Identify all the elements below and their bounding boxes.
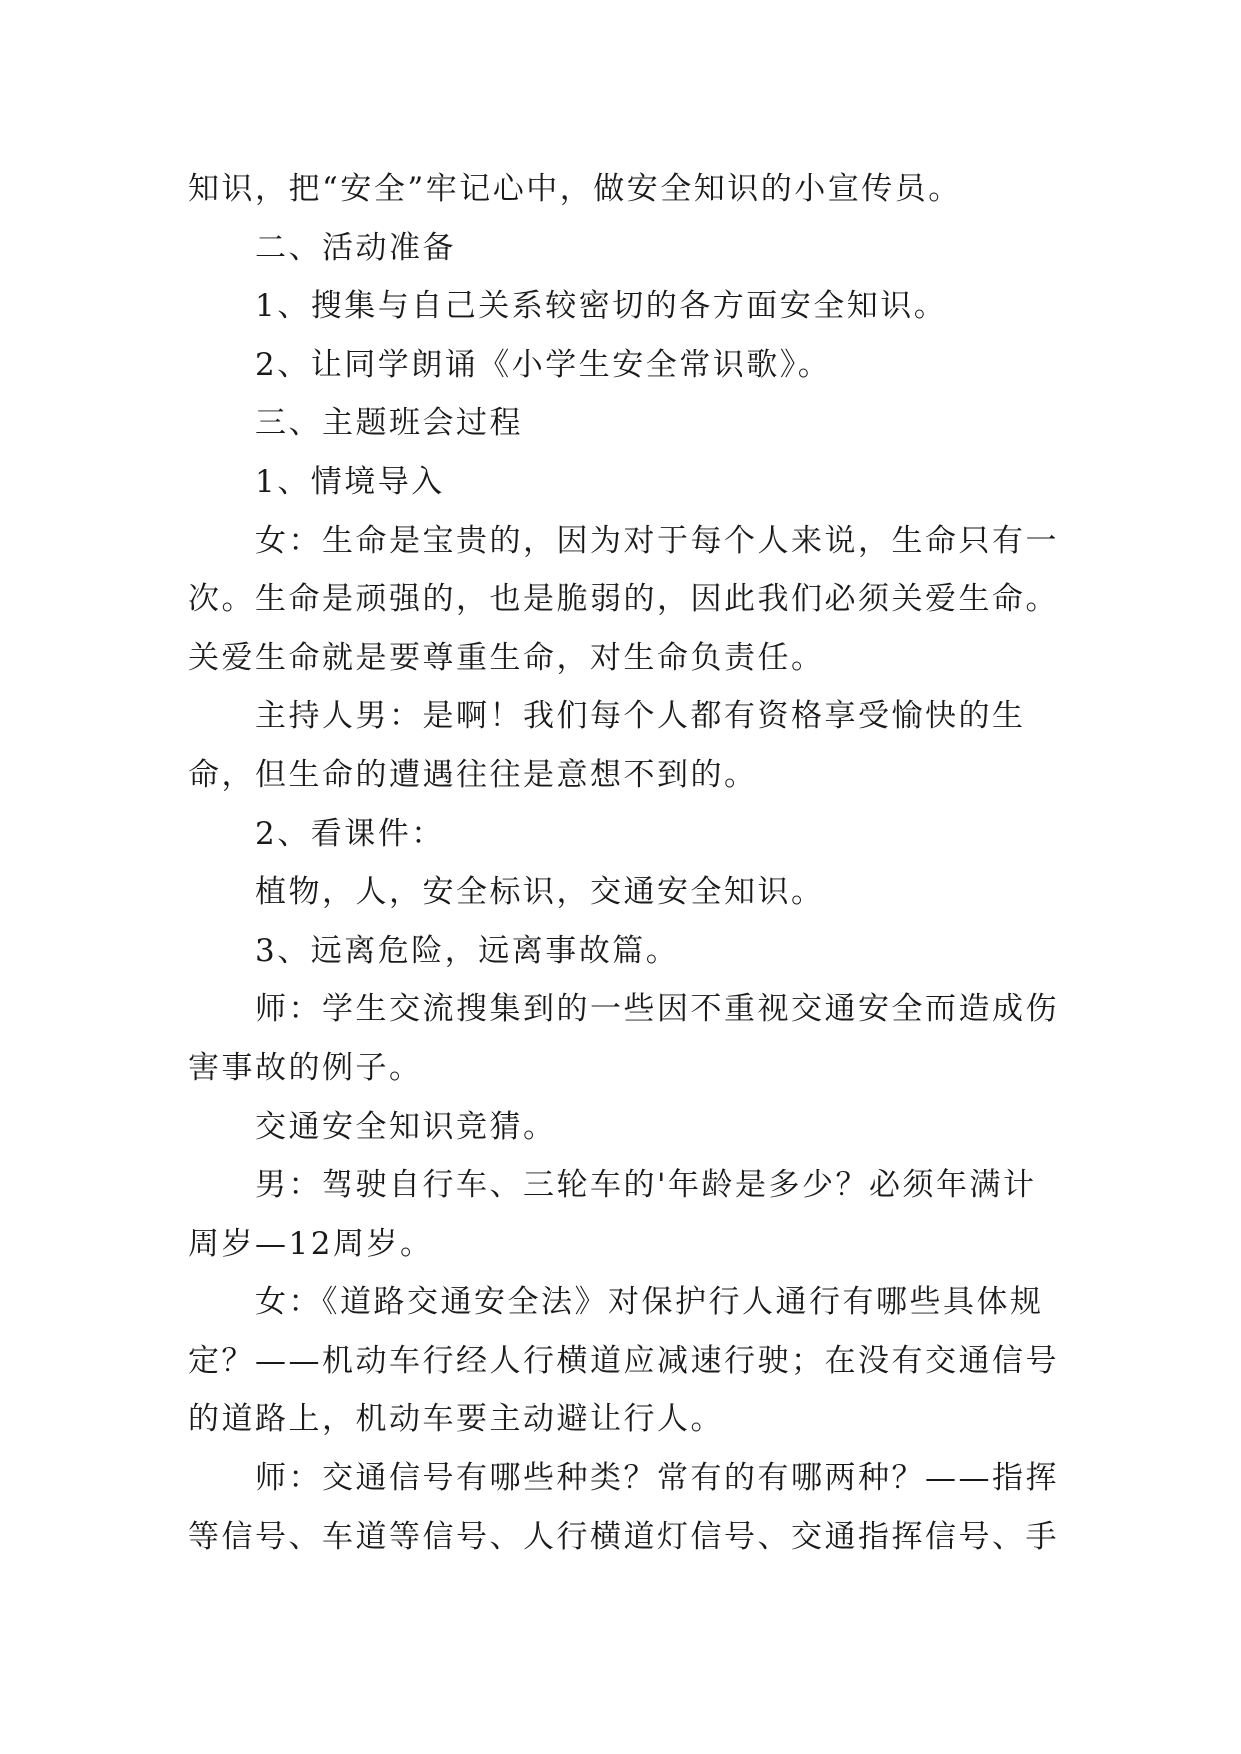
subheading-danger: 3、远离危险，远离事故篇。 [255,932,680,969]
paragraph-female-host: 女：生命是宝贵的，因为对于每个人来说，生命只有一次。生命是顽强的，也是脆弱的，因此我们必须关爱生命。关爱生命就是要尊重生命，对生命负责任。 [188,522,1059,676]
document-body [188,160,1068,1566]
subheading-courseware: 2、看课件： [255,815,445,852]
paragraph-female-question: 女：《道路交通安全法》对保护行人通行有哪些具体规定？——机动车行经人行横道应减速行驶；在没有交通信号的道路上，机动车要主动避让行人。 [188,1284,1059,1438]
paragraph-teacher-1: 师：学生交流搜集到的一些因不重视交通安全而造成伤害事故的例子。 [188,991,1059,1086]
list-item-preparation-1: 1、搜集与自己关系较密切的各方面安全知识。 [255,288,948,325]
paragraph-male-host: 主持人男：是啊！我们每个人都有资格享受愉快的生命，但生命的遭遇往往是意想不到的。 [188,698,1026,793]
paragraph-quiz-title: 交通安全知识竞猜。 [255,1108,557,1145]
paragraph-courseware-items: 植物，人，安全标识，交通安全知识。 [255,874,825,911]
section-heading-preparation: 二、活动准备 [255,229,456,266]
list-item-preparation-2: 2、让同学朗诵《小学生安全常识歌》。 [255,346,832,383]
paragraph-male-question: 男：驾驶自行车、三轮车的'年龄是多少？必须年满计周岁—12周岁。 [188,1167,1037,1262]
section-heading-process: 三、主题班会过程 [255,405,523,442]
paragraph-continuation: 知识，把“安全”牢记心中，做安全知识的小宣传员。 [188,171,962,207]
paragraph-teacher-2: 师：交通信号有哪些种类？常有的有哪两种？——指挥等信号、车道等信号、人行横道灯信号、交通指挥信号、手 [188,1460,1059,1555]
subheading-intro: 1、情境导入 [255,463,445,500]
